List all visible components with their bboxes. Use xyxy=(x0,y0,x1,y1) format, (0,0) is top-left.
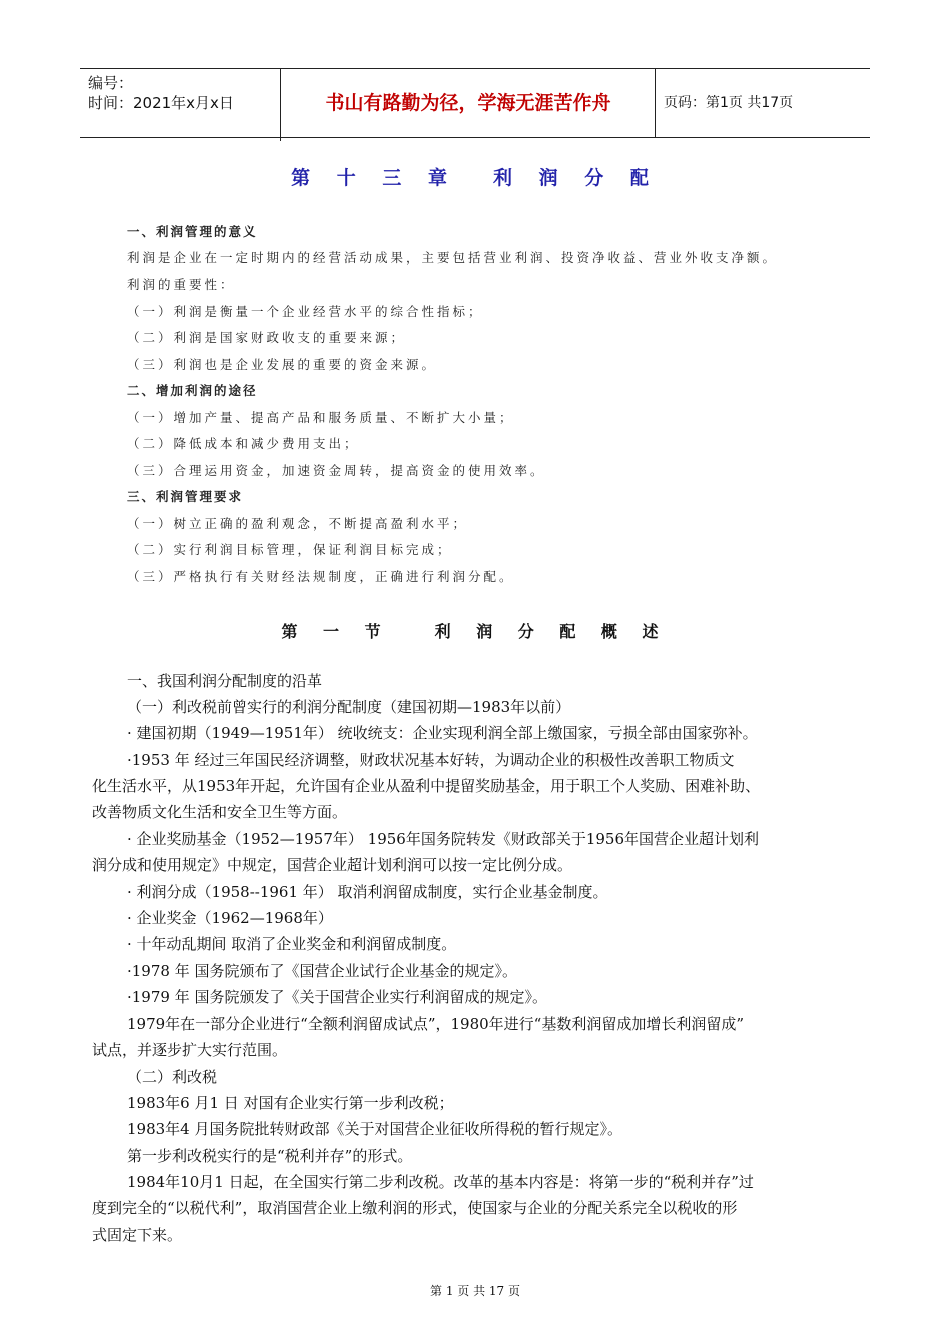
section-number: 第 一 节 xyxy=(281,622,391,641)
intro-line: （一）增加产量、提高产品和服务质量、不断扩大小量； xyxy=(127,410,515,425)
body-line: · 利润分成（1958--1961 年） 取消利润留成制度，实行企业基金制度。 xyxy=(127,883,608,901)
chapter-number: 第 十 三 章 xyxy=(291,167,457,189)
header-meta xyxy=(80,69,281,141)
page-footer: 第 1 页 共 17 页 xyxy=(430,1284,520,1298)
body-line: · 企业奖金（1962—1968年） xyxy=(127,909,333,927)
intro-line: （二）降低成本和减少费用支出； xyxy=(127,436,360,451)
body-line: · 企业奖励基金（1952—1957年） 1956年国务院转发《财政部关于1956年国营企业超计划利 xyxy=(127,830,760,848)
body-heading: 一、我国利润分配制度的沿革 xyxy=(127,672,323,690)
body-line: 试点，并逐步扩大实行范围。 xyxy=(92,1041,288,1059)
body-line: 润分成和使用规定》中规定，国营企业超计划利润可以按一定比例分成。 xyxy=(92,856,573,874)
page-header xyxy=(80,68,870,138)
intro-heading-2: 二、增加利润的途径 xyxy=(127,383,258,398)
body-line: （一）利改税前曾实行的利润分配制度（建国初期—1983年以前） xyxy=(127,698,571,716)
body-line: 化生活水平，从1953年开起，允许国有企业从盈利中提留奖励基金，用于职工个人奖励、困难补助、 xyxy=(92,777,761,795)
section-title xyxy=(0,619,950,642)
intro-line: （二）实行利润目标管理，保证利润目标完成； xyxy=(127,542,453,557)
body-line: ·1979 年 国务院颁发了《关于国营企业实行利润留成的规定》。 xyxy=(127,988,547,1006)
intro-line: （三）合理运用资金，加速资金周转，提高资金的使用效率。 xyxy=(127,463,546,478)
body-line: · 十年动乱期间 取消了企业奖金和利润留成制度。 xyxy=(127,935,457,953)
intro-line: 利润是企业在一定时期内的经营活动成果，主要包括营业利润、投资净收益、营业外收支净额。 xyxy=(127,250,779,265)
chapter-title xyxy=(0,163,950,190)
body-line: 1979年在一部分企业进行“全额利润留成试点”，1980年进行“基数利润留成加增长利润留成” xyxy=(127,1015,745,1033)
body-line: 1984年10月1 日起，在全国实行第二步利改税。改革的基本内容是：将第一步的“税利并存”过 xyxy=(127,1173,754,1191)
date-label: 时间：2021年x月x日 xyxy=(88,94,234,112)
body-line: 第一步利改税实行的是“税利并存”的形式。 xyxy=(127,1147,413,1165)
body-line: （二）利改税 xyxy=(127,1068,218,1086)
header-page-info: 页码：第1页 共17页 xyxy=(664,95,794,111)
body-line: 式固定下来。 xyxy=(92,1226,183,1244)
intro-heading-3: 三、利润管理要求 xyxy=(127,489,244,504)
body-line: 度到完全的“以税代利”，取消国营企业上缴利润的形式，使国家与企业的分配关系完全以税收的形 xyxy=(92,1199,738,1217)
body-line: ·1978 年 国务院颁布了《国营企业试行企业基金的规定》。 xyxy=(127,962,517,980)
intro-line: （三）利润也是企业发展的重要的资金来源。 xyxy=(127,357,438,372)
header-motto: 书山有路勤为径，学海无涯苦作舟 xyxy=(281,69,656,137)
body-line: 改善物质文化生活和安全卫生等方面。 xyxy=(92,803,348,821)
intro-line: （一）树立正确的盈利观念，不断提高盈利水平； xyxy=(127,516,469,531)
body-line: ·1953 年 经过三年国民经济调整，财政状况基本好转，为调动企业的积极性改善职工物质文 xyxy=(127,751,735,769)
body-line: 1983年6 月1 日 对国有企业实行第一步利改税； xyxy=(127,1094,454,1112)
intro-line: （二）利润是国家财政收支的重要来源； xyxy=(127,330,407,345)
intro-line: （三）严格执行有关财经法规制度，正确进行利润分配。 xyxy=(127,569,515,584)
body-line: · 建国初期（1949—1951年） 统收统支：企业实现利润全部上缴国家，亏损全部由国家弥补。 xyxy=(127,724,758,742)
number-label: 编号： xyxy=(88,74,134,92)
intro-line: （一）利润是衡量一个企业经营水平的综合性指标； xyxy=(127,304,484,319)
chapter-name: 利 润 分 配 xyxy=(493,167,659,189)
section-name: 利 润 分 配 概 述 xyxy=(434,622,669,641)
intro-line: 利润的重要性： xyxy=(127,277,236,292)
body-line: 1983年4 月国务院批转财政部《关于对国营企业征收所得税的暂行规定》。 xyxy=(127,1120,622,1138)
intro-heading-1: 一、利润管理的意义 xyxy=(127,224,258,239)
